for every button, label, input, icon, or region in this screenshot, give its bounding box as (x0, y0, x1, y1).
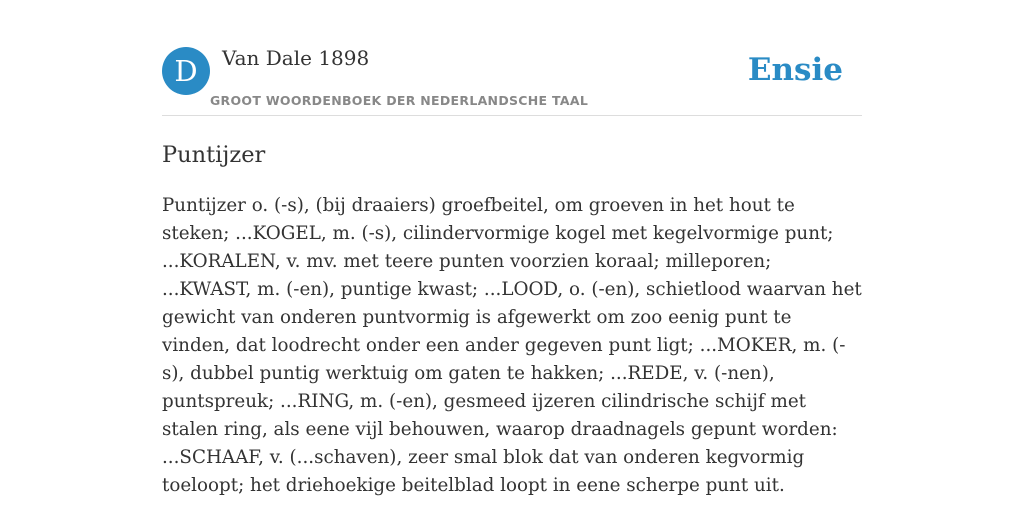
dictionary-title[interactable]: Van Dale 1898 (222, 46, 370, 70)
entry-definition: Puntijzer o. (-s), (bij draaiers) groefbeitel, om groeven in het hout te steken; ...KOGEL, m. (-s), cilindervormige kogel met kegelvormige punt; ...KORALEN, v. mv. met teere punten voorzien koraal; milleporen; ...KWAST, m. (-en), puntige kwast; ...LOOD, o. (-en), schietlood waarvan het gewicht van onderen puntvormig is afgewerkt om zoo eenig punt te vinden, dat loodrecht onder een ander gegeven punt ligt; ...MOKER, m. (-s), dubbel puntig werktuig om gaten te hakken; ...REDE, v. (-nen), puntspreuk; ...RING, m. (-en), gesmeed ijzeren cilindrische schijf met stalen ring, als eene vijl behouwen, waarop draadnagels gepunt worden: ...SCHAAF, v. (...schaven), zeer smal blok dat van onderen kegvormig toeloopt; het driehoekige beitelblad loopt in eene scherpe punt uit. (162, 195, 862, 496)
dictionary-logo-letter: D (174, 54, 198, 88)
header-divider (162, 115, 862, 116)
dictionary-logo[interactable] (162, 47, 210, 95)
dictionary-subtitle: GROOT WOORDENBOEK DER NEDERLANDSCHE TAAL (210, 93, 589, 108)
entry-headword: Puntijzer (162, 142, 266, 168)
brand-logo[interactable]: Ensie (747, 52, 843, 88)
